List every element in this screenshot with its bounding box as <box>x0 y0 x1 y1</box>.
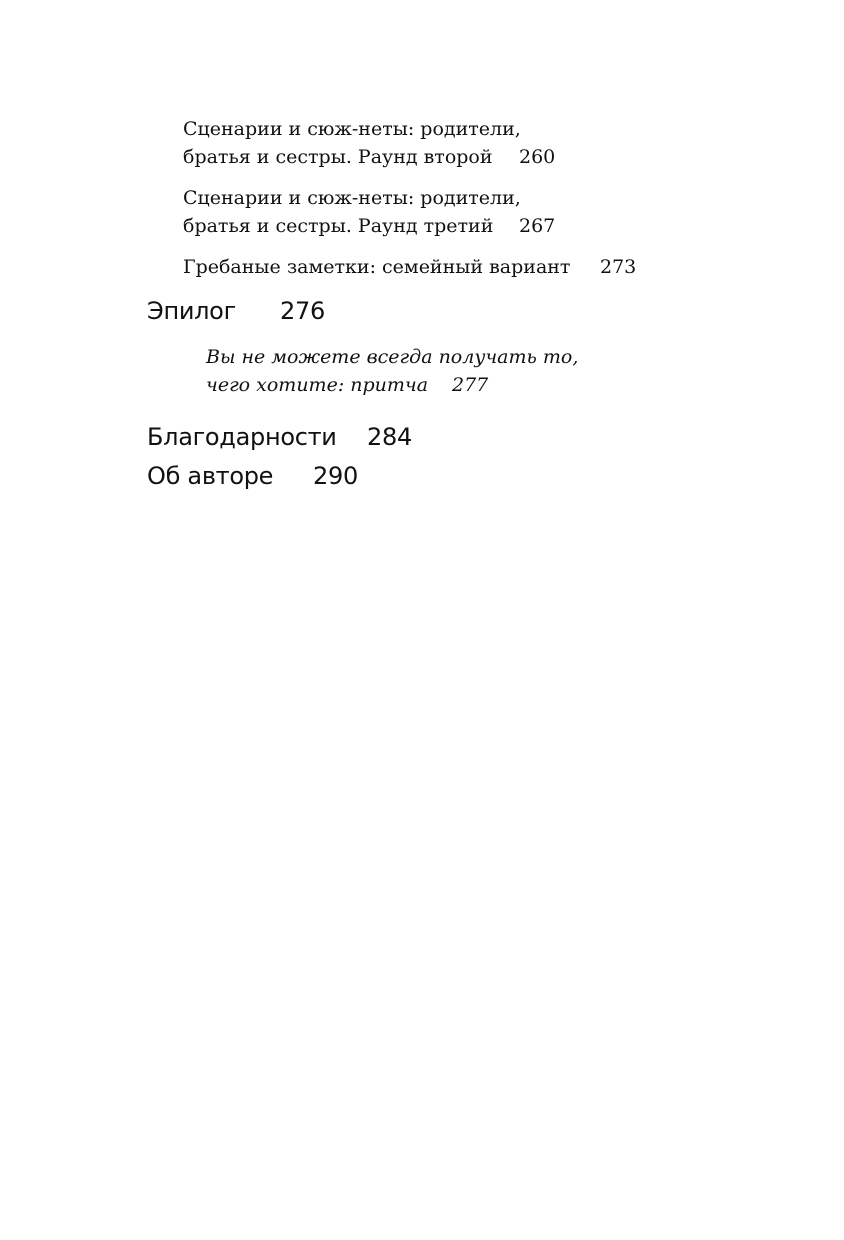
toc-entry-title: Благодарности <box>147 423 337 451</box>
page-number: 260 <box>519 146 556 168</box>
toc-entry-line: братья и сестры. Раунд второй <box>183 146 493 168</box>
page-number: 284 <box>367 423 412 451</box>
toc-page-number <box>600 250 636 284</box>
toc-entry-line: Сценарии и сюж-неты: родители, <box>183 118 521 140</box>
toc-page-number <box>519 140 555 174</box>
toc-entry-parable-line2 <box>206 368 428 402</box>
toc-page-number <box>280 296 325 326</box>
page-number: 267 <box>519 215 556 237</box>
toc-entry-about-author <box>147 461 273 491</box>
page-number: 276 <box>280 297 325 325</box>
toc-entry-line: чего хотите: притча <box>206 374 429 396</box>
toc-entry-scenarios-round-three-line2 <box>183 209 493 243</box>
page-number: 277 <box>452 374 489 396</box>
toc-entry-line: Вы не можете всегда получать то, <box>206 346 579 368</box>
toc-entry-title: Эпилог <box>147 297 236 325</box>
toc-entry-line: Гребаные заметки: семейный вариант <box>183 256 571 278</box>
toc-entry-line: братья и сестры. Раунд третий <box>183 215 494 237</box>
toc-entry-acknowledgements <box>147 422 337 452</box>
toc-page-number <box>367 422 412 452</box>
toc-entry-scenarios-round-two-line2 <box>183 140 493 174</box>
toc-entry-line: Сценарии и сюж-неты: родители, <box>183 187 521 209</box>
toc-entry-family-notes <box>183 250 570 284</box>
page-number: 273 <box>600 256 637 278</box>
toc-entry-title: Об авторе <box>147 462 274 490</box>
toc-entry-epilogue <box>147 296 236 326</box>
page-number: 290 <box>313 462 358 490</box>
toc-page-number <box>452 368 488 402</box>
toc-page-number <box>519 209 555 243</box>
toc-page-number <box>313 461 358 491</box>
